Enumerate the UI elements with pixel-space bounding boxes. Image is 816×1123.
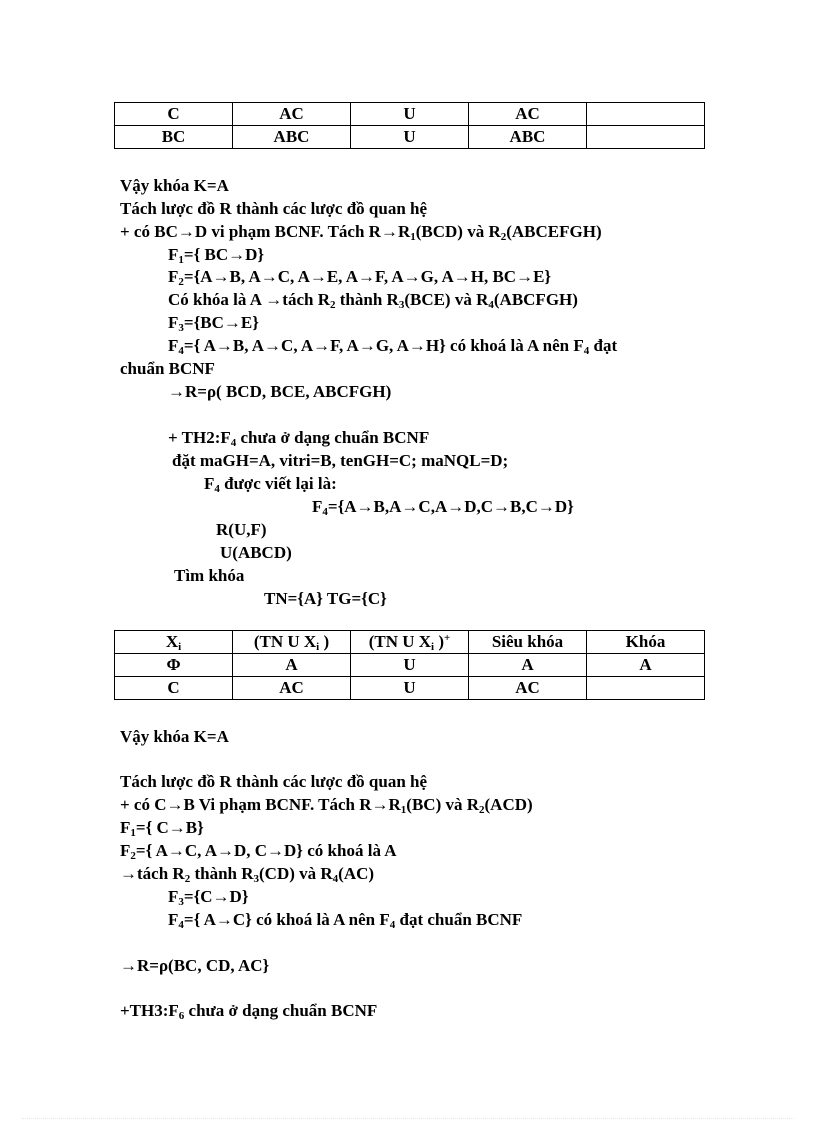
table-cell: A — [233, 654, 351, 677]
table-cell: ABC — [233, 126, 351, 149]
split-heading-2: Tách lược đồ R thành các lược đồ quan hệ — [120, 772, 428, 791]
header-cell: $X_i$ — [115, 631, 233, 654]
table-cell: C — [115, 103, 233, 126]
split-line-2: →tách $R_2$ thành $R_3(CD)$ và $R_4(AC)$ — [120, 864, 375, 885]
violation-line: + có BC→D vi phạm BCNF. Tách $R\to R_1(BCD)$ và $R_2(ABCEFGH)$ — [120, 222, 602, 243]
bcnf-wrap-line: chuẩn BCNF — [120, 359, 215, 378]
table-cell: ABC — [469, 126, 587, 149]
f2-line-2: $F_2=${ A→C, A→D, C→D} có khoá là A — [120, 841, 397, 862]
f3-line: $F_3=\{BC\to E\}$ — [168, 313, 259, 334]
table-cell: C — [115, 677, 233, 700]
split-heading: Tách lược đồ R thành các lược đồ quan hệ — [120, 199, 428, 218]
table-cell: U — [351, 103, 469, 126]
header-cell: Khóa — [587, 631, 705, 654]
relation-u: U(ABCD) — [220, 543, 292, 562]
table-cell: Φ — [115, 654, 233, 677]
header-cell: (TN U $X_i$ )+ — [351, 631, 469, 654]
table-row — [115, 103, 705, 126]
decomposition-result-2: →R=ρ(BC, CD, AC} — [120, 956, 270, 975]
key-result-line: Vậy khóa K=A — [120, 176, 229, 195]
page-footer-rule — [22, 1118, 794, 1119]
f1-line: $F_1=${ BC→D} — [168, 245, 265, 266]
table-cell: A — [469, 654, 587, 677]
f4-rewritten: $F_4=\{A\to B,A\to C,A\to D,C\to B,C\to D\}$ — [312, 497, 574, 518]
table-cell: U — [351, 654, 469, 677]
tn-tg-line: TN={A} TG={C} — [264, 589, 387, 608]
find-key-label: Tìm khóa — [174, 566, 245, 585]
violation-line-2: + có C→B Vi phạm BCNF. Tách $R\to R_1(BC)$ và $R_2(ACD)$ — [120, 795, 533, 816]
case2-heading: + $TH2:F_4$ chưa ở dạng chuẩn BCNF — [168, 428, 430, 449]
relation-ruf: R(U,F) — [216, 520, 267, 539]
attribute-assignment: đặt maGH=A, vitri=B, tenGH=C; maNQL=D; — [172, 451, 509, 470]
table-cell — [587, 126, 705, 149]
table-row — [115, 654, 705, 677]
table-cell: A — [587, 654, 705, 677]
table-cell: AC — [233, 677, 351, 700]
header-cell: Siêu khóa — [469, 631, 587, 654]
table-row — [115, 677, 705, 700]
table-cell: AC — [469, 677, 587, 700]
rewrite-line: $F_4$ được viết lại là: — [204, 474, 337, 495]
table-cell: BC — [115, 126, 233, 149]
table-cell — [587, 677, 705, 700]
f3-line-2: $F_3=\{C\to D\}$ — [168, 887, 249, 908]
table-cell: AC — [233, 103, 351, 126]
table-cell — [587, 103, 705, 126]
table-cell: AC — [469, 103, 587, 126]
table-header-row — [115, 631, 705, 654]
closure-table — [114, 630, 705, 700]
f4-line: $F_4=${ A→B, A→C, A→F, A→G, A→H} có khoá là A nên $F_4$ đạt — [168, 336, 618, 357]
f4-line-2: $F_4=${ A→C} có khoá là A nên $F_4$ đạt chuẩn BCNF — [168, 910, 523, 931]
table-cell: U — [351, 677, 469, 700]
table-row — [115, 126, 705, 149]
key-result-line-2: Vậy khóa K=A — [120, 727, 229, 746]
table-cell: U — [351, 126, 469, 149]
key-split-line: Có khóa là A →tách $R_2$ thành $R_3(BCE)$ và $R_4(ABCFGH)$ — [168, 290, 578, 311]
header-cell: (TN U $X_i$ ) — [233, 631, 351, 654]
case3-heading: $+TH3:F_6$ chưa ở dạng chuẩn BCNF — [120, 1001, 378, 1022]
closure-table-top — [114, 102, 705, 149]
f2-line: $F_2=\{A\to B$, A→C, A→E, A→F, A→G, A→H, BC→E} — [168, 267, 552, 288]
decomposition-result: →R=ρ( BCD, BCE, ABCFGH) — [168, 382, 392, 401]
f1-line-2: $F_1=${ C→B} — [120, 818, 204, 839]
